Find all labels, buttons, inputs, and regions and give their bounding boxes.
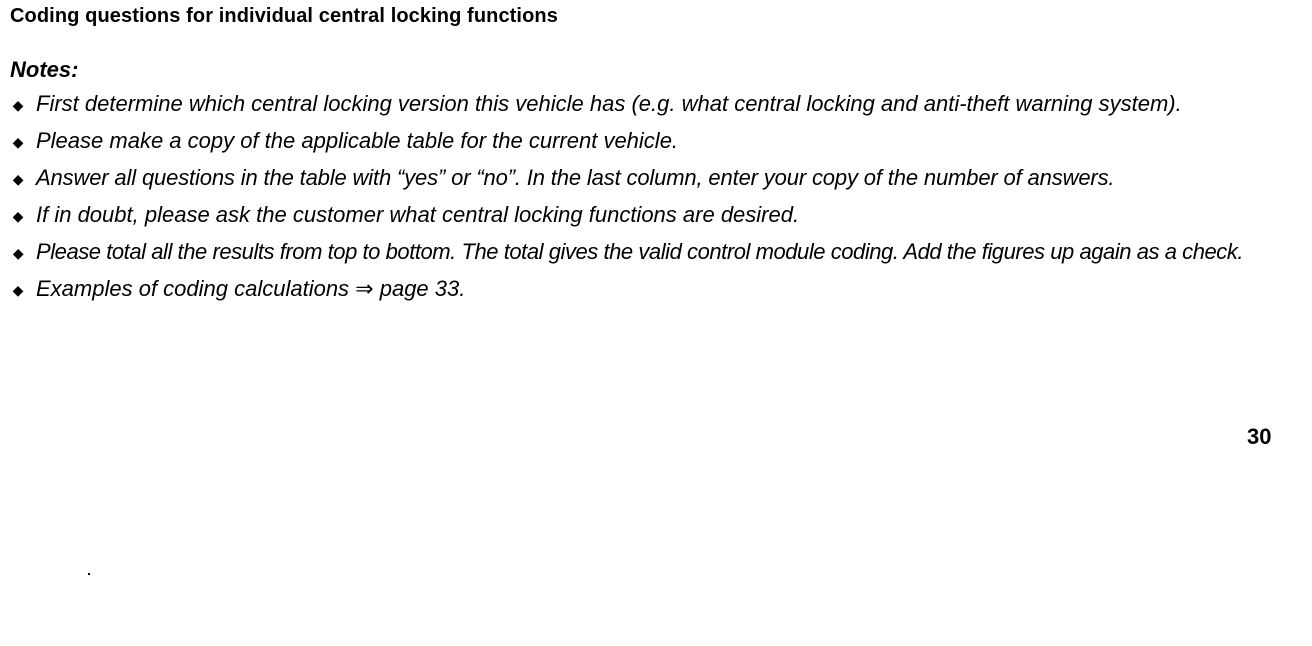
note-text: Examples of coding calculations ⇒ page 33.: [36, 276, 466, 301]
note-item: [10, 201, 1300, 229]
note-text: Please make a copy of the applicable table for the current vehicle.: [36, 128, 679, 153]
diamond-bullet-icon: ◆: [12, 208, 24, 224]
note-item: [10, 90, 1300, 118]
notes-title: Notes:: [10, 57, 79, 82]
note-text: Please total all the results from top to bottom. The total gives the valid control module coding. Add the figures up again as a check.: [36, 239, 1244, 264]
section-heading: Coding questions for individual central locking functions: [10, 5, 558, 27]
notes-list: [10, 90, 1300, 312]
page-number: 30: [1247, 424, 1272, 449]
diamond-bullet-icon: ◆: [12, 245, 24, 261]
diamond-bullet-icon: ◆: [12, 171, 24, 187]
note-item: [10, 275, 1300, 303]
diamond-bullet-icon: ◆: [12, 282, 24, 298]
note-item: [10, 127, 1300, 155]
note-text: If in doubt, please ask the customer what central locking functions are desired.: [36, 202, 800, 227]
note-text: Answer all questions in the table with “yes” or “no”. In the last column, enter your copy of the number of answers.: [36, 165, 1115, 190]
note-text: First determine which central locking version this vehicle has (e.g. what central locking and anti-theft warning system).: [36, 91, 1182, 116]
diamond-bullet-icon: ◆: [12, 97, 24, 113]
note-item: [10, 238, 1300, 266]
note-item: [10, 164, 1300, 192]
diamond-bullet-icon: ◆: [12, 134, 24, 150]
scan-speck: [88, 573, 90, 575]
